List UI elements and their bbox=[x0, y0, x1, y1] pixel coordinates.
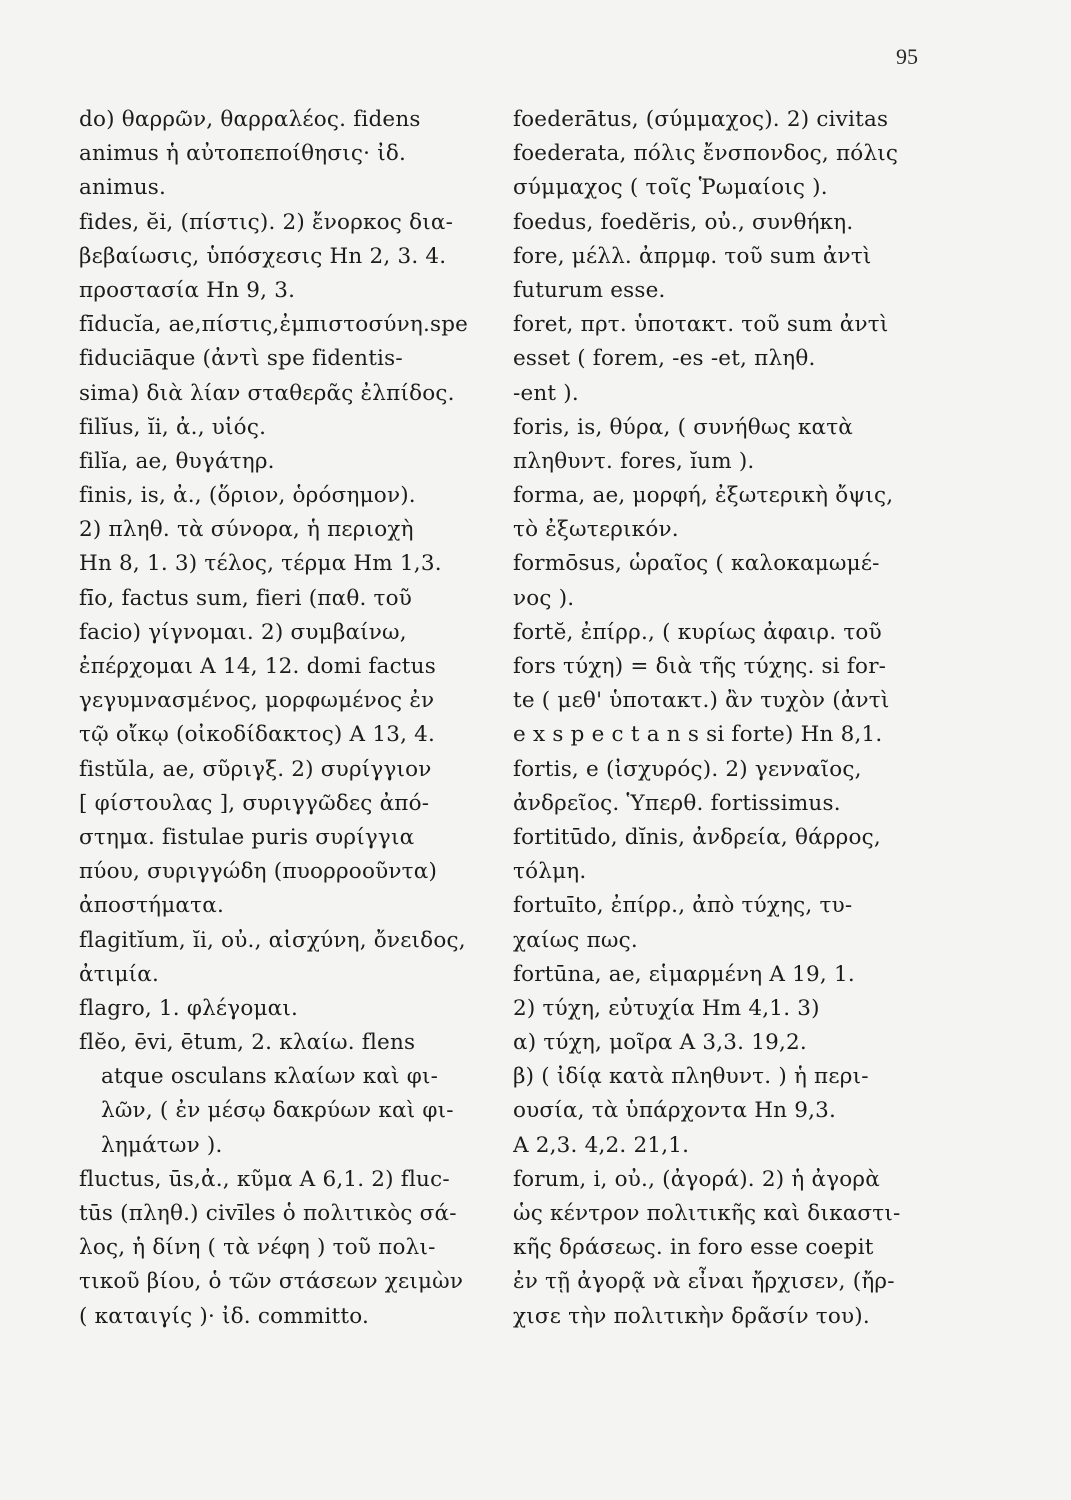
dictionary-line: χαίως πως. bbox=[513, 927, 638, 953]
dictionary-line: fluctus, ūs,ἀ., κῦμα A 6,1. 2) fluc- bbox=[79, 1166, 450, 1192]
dictionary-line: 2) τύχη, εὐτυχία Hm 4,1. 3) bbox=[513, 995, 820, 1021]
dictionary-line: foederata, πόλις ἔνσπονδος, πόλις bbox=[513, 141, 899, 167]
dictionary-line: atque osculans κλαίων καὶ φι- bbox=[101, 1064, 439, 1090]
dictionary-line: fortĕ, ἐπίρρ., ( κυρίως ἀφαιρ. τοῦ bbox=[513, 619, 882, 645]
dictionary-line: fortitūdo, dĭnis, ἀνδρεία, θάρρος, bbox=[513, 824, 881, 850]
dictionary-line: filĭus, ĭi, ἀ., υἱός. bbox=[79, 414, 267, 440]
dictionary-line: filĭa, ae, θυγάτηρ. bbox=[79, 448, 275, 474]
page-number: 95 bbox=[896, 44, 918, 69]
dictionary-line: λῶν, ( ἐν μέσῳ δακρύων καὶ φι- bbox=[101, 1098, 454, 1124]
dictionary-line: στημα. fistulae puris συρίγγια bbox=[79, 824, 415, 850]
dictionary-line: te ( μεθ' ὑποτακτ.) ἂν τυχὸν (ἀντὶ bbox=[513, 688, 890, 714]
dictionary-line: flĕo, ēvi, ētum, 2. κλαίω. flens bbox=[79, 1030, 416, 1056]
dictionary-line: τὸ ἐξωτερικόν. bbox=[513, 517, 679, 543]
dictionary-line: χισε τὴν πολιτικὴν δρᾶσίν του). bbox=[513, 1303, 870, 1329]
dictionary-line: fistŭla, ae, σῦριγξ. 2) συρίγγιον bbox=[79, 756, 432, 782]
dictionary-line: σύμμαχος ( τοῖς Ῥωμαίοις ). bbox=[513, 175, 828, 201]
dictionary-line: τικοῦ βίου, ὁ τῶν στάσεων χειμὼν bbox=[79, 1269, 464, 1295]
dictionary-line: fides, ĕi, (πίστις). 2) ἔνορκος δια- bbox=[79, 209, 454, 235]
dictionary-line: sima) διὰ λίαν σταθερᾶς ἐλπίδος. bbox=[79, 380, 455, 406]
dictionary-line: ουσία, τὰ ὑπάρχοντα Hn 9,3. bbox=[513, 1098, 837, 1124]
dictionary-line: Hn 8, 1. 3) τέλος, τέρμα Hm 1,3. bbox=[79, 551, 442, 577]
dictionary-line: β) ( ἰδίᾳ κατὰ πληθυντ. ) ἡ περι- bbox=[513, 1064, 869, 1090]
dictionary-line: ἀποστήματα. bbox=[79, 893, 224, 919]
dictionary-line: 2) πληθ. τὰ σύνορα, ἡ περιοχὴ bbox=[79, 517, 414, 543]
dictionary-line: λος, ἡ δίνη ( τὰ νέφη ) τοῦ πολι- bbox=[79, 1235, 436, 1261]
dictionary-line: animus. bbox=[79, 175, 167, 201]
dictionary-line: τόλμη. bbox=[513, 859, 587, 885]
dictionary-line: tūs (πληθ.) civīles ὁ πολιτικὸς σά- bbox=[79, 1201, 457, 1226]
dictionary-line: finis, is, ἀ., (ὅριον, ὁρόσημον). bbox=[79, 483, 416, 509]
dictionary-line: fortis, e (ἰσχυρός). 2) γενναῖος, bbox=[513, 756, 862, 782]
dictionary-line: πληθυντ. fores, ĭum ). bbox=[513, 448, 755, 474]
left-column bbox=[79, 103, 494, 1334]
dictionary-line: ὡς κέντρον πολιτικῆς καὶ δικαστι- bbox=[513, 1201, 901, 1226]
dictionary-line: fīo, factus sum, fieri (παθ. τοῦ bbox=[79, 585, 413, 611]
dictionary-line: fiduciāque (ἀντὶ spe fidentis- bbox=[79, 346, 403, 372]
dictionary-line: ἀνδρεῖος. Ὑπερθ. fortissimus. bbox=[513, 790, 841, 816]
dictionary-line: fortuīto, ἐπίρρ., ἀπὸ τύχης, τυ- bbox=[513, 893, 853, 919]
dictionary-line: γεγυμνασμένος, μορφωμένος ἐν bbox=[79, 688, 435, 714]
dictionary-line: -ent ). bbox=[513, 380, 579, 406]
dictionary-line: do) θαρρῶν, θαρραλέος. fidens bbox=[79, 107, 421, 132]
dictionary-line: flagitĭum, ĭi, οὐ., αἰσχύνη, ὄνειδος, bbox=[79, 927, 466, 953]
dictionary-line: foris, is, θύρα, ( συνήθως κατὰ bbox=[513, 414, 854, 440]
dictionary-line: fors τύχη) = διὰ τῆς τύχης. si for- bbox=[513, 654, 887, 679]
dictionary-line: νος ). bbox=[513, 585, 575, 611]
dictionary-line: animus ἡ αὐτοπεποίθησις· ἰδ. bbox=[79, 141, 407, 167]
dictionary-line: foedus, foedĕris, οὐ., συνθήκη. bbox=[513, 209, 854, 235]
dictionary-line: βεβαίωσις, ὑπόσχεσις Hn 2, 3. 4. bbox=[79, 243, 447, 269]
dictionary-line: fortūna, ae, εἱμαρμένη A 19, 1. bbox=[513, 961, 855, 987]
dictionary-line: ( καταιγίς )· ἰδ. committo. bbox=[79, 1303, 369, 1329]
dictionary-line: ἐν τῇ ἀγορᾷ νὰ εἶναι ἤρχισεν, (ἤρ- bbox=[513, 1269, 895, 1295]
dictionary-line: λημάτων ). bbox=[101, 1132, 223, 1158]
dictionary-line: προστασία Hn 9, 3. bbox=[79, 277, 296, 303]
dictionary-line: forum, i, οὐ., (ἀγορά). 2) ἡ ἀγορὰ bbox=[513, 1166, 880, 1192]
dictionary-line: ἀτιμία. bbox=[79, 961, 159, 987]
dictionary-line: forma, ae, μορφή, ἐξωτερικὴ ὄψις, bbox=[513, 483, 894, 509]
dictionary-line: τῷ οἴκῳ (οἰκοδίδακτος) A 13, 4. bbox=[79, 722, 436, 748]
dictionary-line: foret, πρτ. ὑποτακτ. τοῦ sum ἀντὶ bbox=[513, 312, 889, 338]
dictionary-line: [ φίστουλας ], συριγγῶδες ἀπό- bbox=[79, 790, 430, 816]
dictionary-line: futurum esse. bbox=[513, 277, 666, 303]
dictionary-line: α) τύχη, μοῖρα A 3,3. 19,2. bbox=[513, 1030, 807, 1056]
dictionary-line: e x s p e c t a n s si forte) Hn 8,1. bbox=[513, 722, 883, 748]
dictionary-line: A 2,3. 4,2. 21,1. bbox=[513, 1132, 690, 1158]
dictionary-line: fore, μέλλ. ἀπρμφ. τοῦ sum ἀντὶ bbox=[513, 243, 872, 269]
dictionary-line: formōsus, ὡραῖος ( καλοκαμωμέ- bbox=[513, 551, 880, 577]
dictionary-line: foederātus, (σύμμαχος). 2) civitas bbox=[513, 107, 889, 132]
dictionary-line: fīducĭa, ae,πίστις,ἐμπιστοσύνη.spe bbox=[79, 312, 469, 338]
dictionary-line: esset ( forem, -es -et, πληθ. bbox=[513, 346, 816, 372]
dictionary-line: facio) γίγνομαι. 2) συμβαίνω, bbox=[79, 619, 407, 645]
dictionary-line: ἐπέρχομαι A 14, 12. domi factus bbox=[79, 654, 436, 679]
right-column bbox=[513, 103, 938, 1334]
dictionary-line: flagro, 1. φλέγομαι. bbox=[79, 995, 299, 1021]
dictionary-line: κῆς δράσεως. in foro esse coepit bbox=[513, 1235, 874, 1261]
dictionary-line: πύου, συριγγώδη (πυορροοῦντα) bbox=[79, 859, 438, 885]
